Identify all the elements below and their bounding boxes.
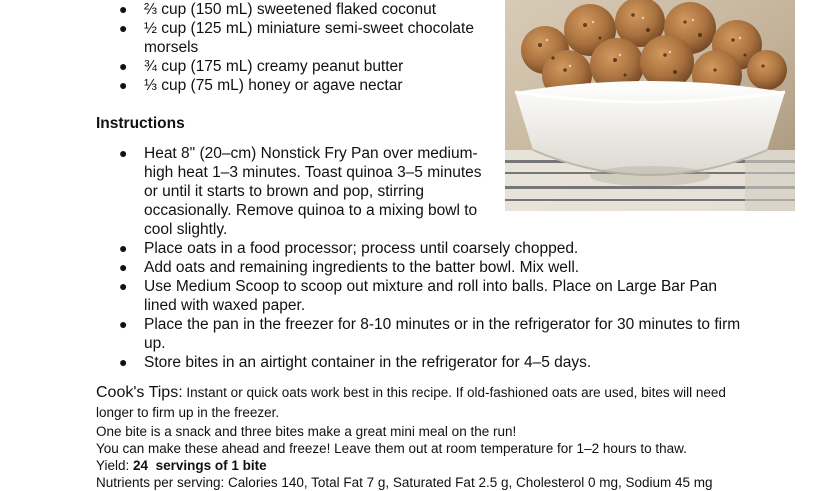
bullet: ●	[119, 58, 128, 74]
bullet: ●	[119, 278, 128, 294]
instruction-step	[0, 239, 750, 258]
ingredient-item	[0, 19, 490, 57]
instructions-heading: Instructions	[96, 115, 185, 132]
yield-value: 24 servings of 1 bite	[133, 458, 267, 473]
ingredient-item	[0, 76, 490, 95]
instruction-step	[0, 144, 489, 239]
cooks-tips-text: Instant or quick oats work best in this recipe. If old-fashioned oats are used, bites will need longer to firm up in the freezer.	[96, 385, 726, 420]
instruction-step	[0, 353, 750, 372]
bullet: ●	[119, 20, 128, 36]
ingredient-text: ¾ cup (175 mL) creamy peanut butter	[144, 58, 404, 75]
ingredient-text: ½ cup (125 mL) miniature semi-sweet chocolate morsels	[144, 20, 474, 56]
instruction-text: Place oats in a food processor; process until coarsely chopped.	[144, 240, 579, 257]
cooks-tips-line: One bite is a snack and three bites make a great mini meal on the run!	[96, 424, 517, 439]
bullet: ●	[119, 77, 128, 93]
instruction-text: Heat 8" (20–cm) Nonstick Fry Pan over medium-high heat 1–3 minutes. Toast quinoa 3–5 minutes or until it starts to brown and pop, stirring occasionally. Remove quinoa to a mixing bowl to cool slightly.	[144, 145, 482, 238]
bullet: ●	[119, 1, 128, 17]
instruction-text: Use Medium Scoop to scoop out mixture and roll into balls. Place on Large Bar Pan lined with waxed paper.	[144, 278, 717, 314]
ingredient-item	[0, 0, 490, 19]
instruction-text: Store bites in an airtight container in the refrigerator for 4–5 days.	[144, 354, 592, 371]
yield-label: Yield:	[96, 458, 130, 473]
energy-bites-bowl-photo	[505, 0, 795, 211]
bullet: ●	[119, 354, 128, 370]
cooks-tips-section	[96, 383, 756, 491]
ingredient-text: ⅓ cup (75 mL) honey or agave nectar	[144, 77, 403, 94]
bullet: ●	[119, 316, 128, 332]
instruction-step	[0, 258, 750, 277]
yield-line	[96, 457, 756, 474]
ingredient-text: ⅔ cup (150 mL) sweetened flaked coconut	[144, 1, 437, 18]
bullet: ●	[119, 240, 128, 256]
recipe-photo-icon	[505, 0, 795, 211]
nutrition-line: Nutrients per serving: Calories 140, Total Fat 7 g, Saturated Fat 2.5 g, Cholesterol 0 mg, Sodium 45 mg	[96, 475, 713, 490]
instruction-step	[0, 315, 750, 353]
ingredients-list	[0, 0, 490, 95]
ingredient-item	[0, 57, 490, 76]
cooks-tips-paragraph	[96, 383, 756, 423]
bullet: ●	[119, 145, 128, 161]
instruction-text: Place the pan in the freezer for 8-10 minutes or in the refrigerator for 30 minutes to firm up.	[144, 316, 741, 352]
instruction-text: Add oats and remaining ingredients to the batter bowl. Mix well.	[144, 259, 580, 276]
bullet: ●	[119, 259, 128, 275]
instruction-step	[0, 277, 750, 315]
cooks-tips-line: You can make these ahead and freeze! Leave them out at room temperature for 1–2 hours to thaw.	[96, 441, 687, 456]
cooks-tips-label: Cook's Tips:	[96, 384, 183, 401]
